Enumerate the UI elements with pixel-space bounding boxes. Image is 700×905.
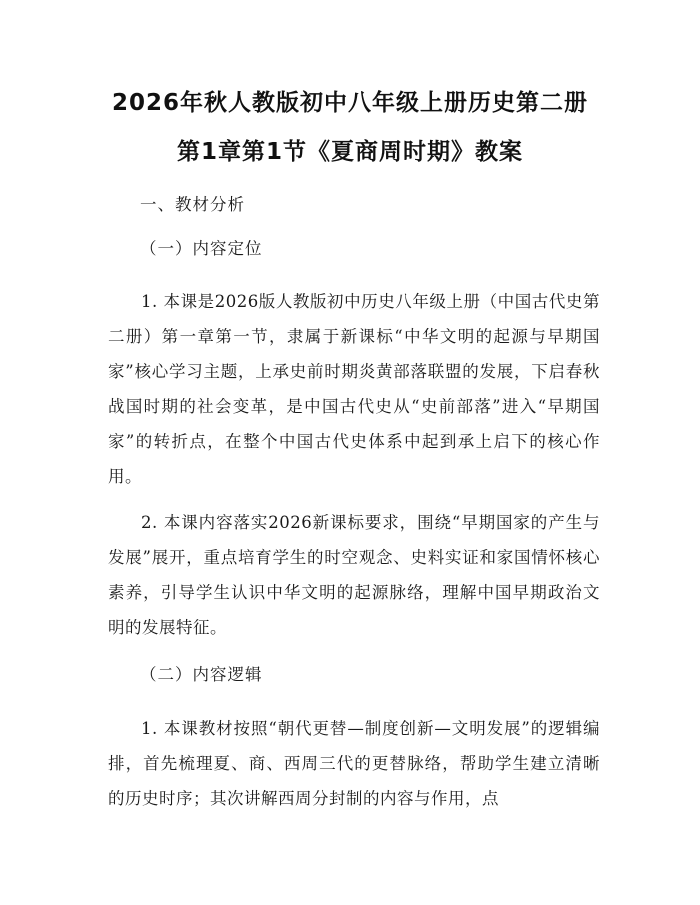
- section-heading-textbook-analysis: 一、教材分析: [140, 195, 245, 214]
- document-title-line-2: 第1章第1节《夏商周时期》教案: [176, 139, 523, 165]
- paragraph-course-positioning: 1. 本课是2026版人教版初中历史八年级上册（中国古代史第二册）第一章第一节，隶属于新课标“中华文明的起源与早期国家”核心学习主题，上承史前时期炎黄部落联盟的发展，下启春秋战国时期的社会变革，是中国古代史从“史前部落”进入“早期国家”的转折点，在整个中国古代史体系中起到承上启下的核心作用。: [108, 292, 600, 486]
- subsection-heading-content-positioning: （一）内容定位: [140, 239, 263, 258]
- document-title-line-1: 2026年秋人教版初中八年级上册历史第二册: [111, 90, 588, 116]
- subsection-heading-content-logic: （二）内容逻辑: [140, 665, 263, 684]
- paragraph-content-logic: 1. 本课教材按照“朝代更替—制度创新—文明发展”的逻辑编排，首先梳理夏、商、西周三代的更替脉络，帮助学生建立清晰的历史时序；其次讲解西周分封制的内容与作用，点: [108, 719, 600, 808]
- paragraph-curriculum-requirements: 2. 本课内容落实2026新课标要求，围绕“早期国家的产生与发展”展开，重点培育学生的时空观念、史料实证和家国情怀核心素养，引导学生认识中华文明的起源脉络，理解中国早期政治文明的发展特征。: [108, 513, 600, 637]
